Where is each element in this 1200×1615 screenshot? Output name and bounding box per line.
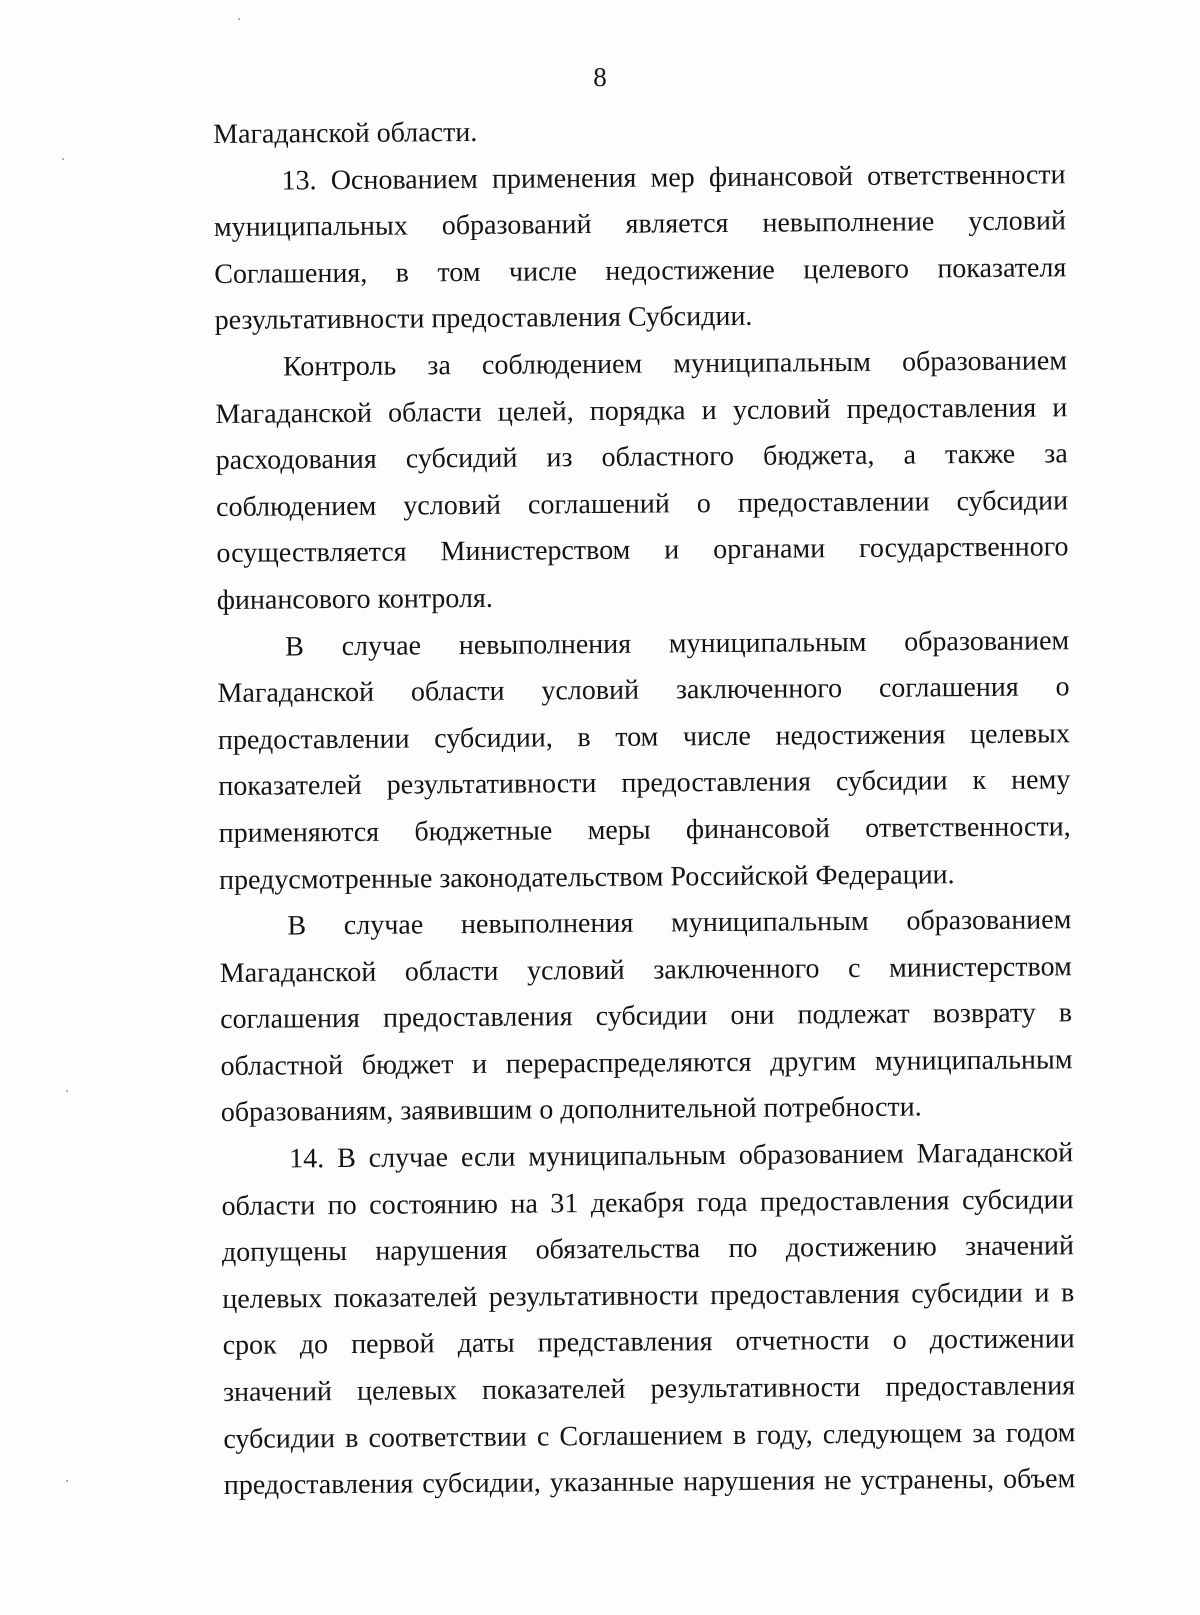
paragraph-clause-13: 13. Основанием применения мер финансовой ответственности муниципальных образований является невыполнение условий Соглашения, в том числе недостижение целевого показателя результативности предоставления Субсидии. [213, 158, 1067, 337]
scan-speck [238, 18, 240, 20]
paragraph-clause-14: 14. В случае если муниципальным образованием Магаданской области по состоянию на 31 декабря года предоставления субсидии допущены нарушения обязательства по достижению значений целевых показателей результативности предоставления субсидии и в срок до первой даты представления отчетности о достижении значений целевых показателей результативности предоставления субсидии в соответствии с Соглашением в году, следующем за годом предоставления субсидии, указанные нарушения не устранены, объем [221, 1137, 1076, 1502]
paragraph-financial-responsibility: В случае невыполнения муниципальным образованием Магаданской области условий заключенного соглашения о предоставлении субсидии, в том числе недостижения целевых показателей результативности предоставления субсидии к нему применяются бюджетные меры финансовой ответственности, предусмотренные законодательством Российской Федерации. [217, 624, 1071, 896]
paragraph-region-ending: Магаданской области. [213, 116, 478, 150]
page-number: 8 [593, 62, 607, 92]
scan-speck [66, 1480, 68, 1482]
document-body [213, 105, 1076, 1509]
paragraph-control: Контроль за соблюдением муниципальным образованием Магаданской области целей, порядка и условий предоставления и расходования субсидий из областного бюджета, а также за соблюдением условий соглашений о предоставлении субсидии осуществляется Министерством и органами государственного финансового контроля. [215, 345, 1069, 616]
scan-speck [66, 1090, 68, 1092]
paragraph-subsidy-return: В случае невыполнения муниципальным образованием Магаданской области условий заключенного с министерством соглашения предоставления субсидии они подлежат возврату в областной бюджет и перераспределяются другим муниципальным образованиям, заявившим о дополнительной потребности. [219, 904, 1073, 1129]
scan-speck [62, 158, 64, 160]
